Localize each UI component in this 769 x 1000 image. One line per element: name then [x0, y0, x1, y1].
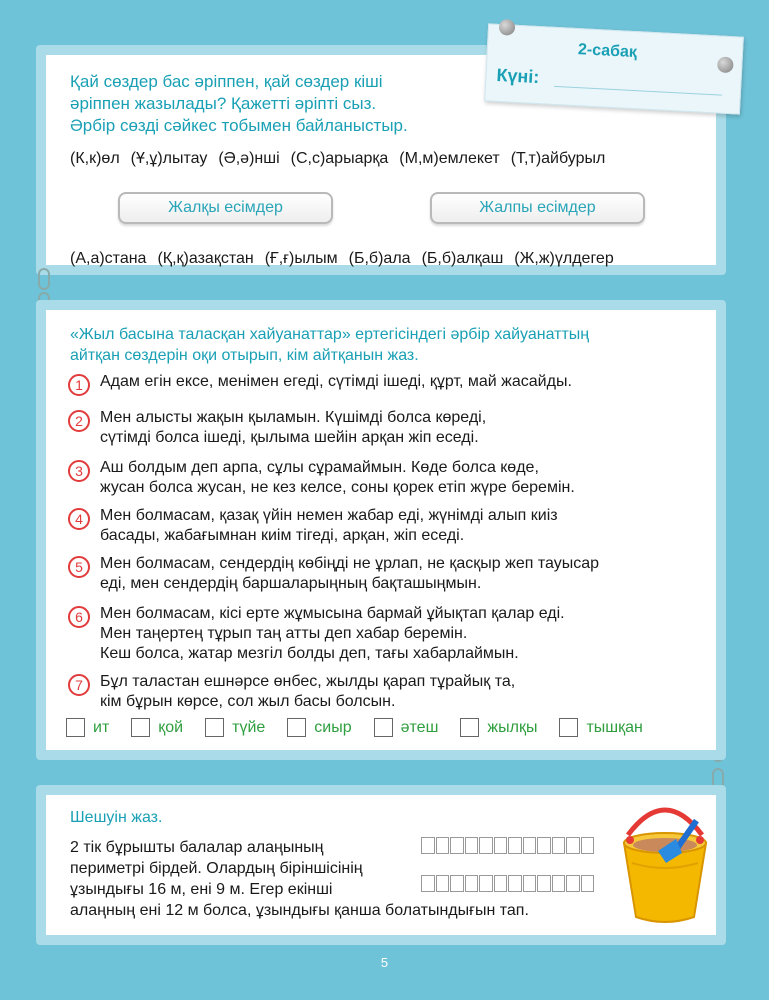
quote-line: Мен алысты жақын қыламын. Күшімді болса көреді,: [100, 409, 487, 426]
word-item[interactable]: (Қ,қ)азақстан: [157, 250, 254, 267]
word-item[interactable]: (К,к)өл: [70, 150, 120, 167]
answer-checkbox[interactable]: [374, 718, 393, 737]
answer-checkbox[interactable]: [287, 718, 306, 737]
animal-option[interactable]: [131, 718, 183, 737]
task3-instruction: Шешуін жаз.: [70, 809, 163, 826]
quote-line: сүтімді болса ішеді, қылыма шейін арқан жіп еседі.: [100, 429, 479, 446]
paperclip-icon: [38, 268, 50, 290]
word-item[interactable]: (А,а)стана: [70, 250, 147, 267]
animal-label: сиыр: [314, 718, 352, 736]
quote-line: Мен таңертең тұрып таң атты деп хабар беремін.: [100, 625, 468, 642]
quote-line: Бұл таластан ешнәрсе өнбес, жылды қарап тұрайық та,: [100, 673, 516, 690]
pushpin-icon: [499, 19, 516, 36]
answer-checkbox[interactable]: [460, 718, 479, 737]
pushpin-icon: [717, 56, 734, 73]
animal-option[interactable]: [559, 718, 642, 737]
answer-grid[interactable]: [421, 837, 595, 854]
word-row-top: [70, 150, 616, 168]
task2-instruction: [70, 324, 710, 366]
page-number: 5: [380, 955, 389, 970]
quote-item: [68, 458, 700, 498]
answer-checkbox[interactable]: [205, 718, 224, 737]
quote-line: Кеш болса, жатар мезгіл болды деп, тағы хабарлаймын.: [100, 645, 519, 662]
quote-line: Аш болдым деп арпа, сұлы сұрамаймын. Көде болса көде,: [100, 459, 539, 476]
answer-checkbox[interactable]: [131, 718, 150, 737]
problem-line: 2 тік бұрышты балалар алаңының: [70, 839, 324, 856]
word-item[interactable]: (Т,т)айбурыл: [510, 150, 606, 167]
date-label: Күні:: [496, 64, 540, 88]
answer-grid[interactable]: [421, 875, 595, 892]
quote-item: [68, 554, 700, 594]
problem-line: периметрі бірдей. Олардың біріншісінің: [70, 860, 363, 877]
lesson-title: 2-сабақ: [577, 41, 638, 62]
animal-option[interactable]: [460, 718, 537, 737]
item-number: 5: [68, 556, 90, 578]
animal-label: түйе: [232, 718, 266, 736]
quote-line: Мен болмасам, сендердің көбіңді не ұрлап, не қасқыр жеп тауысар: [100, 555, 599, 572]
animal-option[interactable]: [374, 718, 439, 737]
task2-instruction-line: «Жыл басына таласқан хайуанаттар» ертегісіндегі әрбір хайуанаттың: [70, 326, 590, 343]
animal-option[interactable]: [205, 718, 265, 737]
quote-item: [68, 506, 700, 546]
word-row-bottom: [70, 250, 625, 268]
task1-instruction-line: Қай сөздер бас әріппен, қай сөздер кіші: [70, 72, 383, 91]
quote-item: [68, 604, 700, 664]
word-item[interactable]: (С,с)арыарқа: [290, 150, 389, 167]
word-item[interactable]: (М,м)емлекет: [399, 150, 500, 167]
quote-line: басады, жабағымнан киім тігеді, арқан, жіп еседі.: [100, 527, 465, 544]
word-item[interactable]: (Ж,ж)үлдегер: [514, 250, 614, 267]
answer-checkbox[interactable]: [66, 718, 85, 737]
word-item[interactable]: (Б,б)алқаш: [421, 250, 504, 267]
animal-label: тышқан: [586, 718, 643, 736]
animal-label: ит: [93, 718, 110, 736]
quote-line: жусан болса жусан, не кез келсе, соны қорек етіп жүре беремін.: [100, 479, 575, 496]
quote-line: Мен болмасам, қазақ үйін немен жабар еді, жүнімді алып киіз: [100, 507, 558, 524]
item-number: 3: [68, 460, 90, 482]
quote-item: [68, 408, 700, 448]
common-nouns-group[interactable]: Жалпы есімдер: [430, 192, 645, 224]
word-item[interactable]: (Ә,ә)нші: [218, 150, 280, 167]
quote-line: кім бұрын көрсе, сол жыл басы болсын.: [100, 693, 396, 710]
animal-label: жылқы: [487, 718, 538, 736]
proper-nouns-group[interactable]: Жалқы есімдер: [118, 192, 333, 224]
animal-label: әтеш: [400, 718, 439, 736]
item-number: 6: [68, 606, 90, 628]
task1-instruction: [70, 71, 490, 137]
quote-line: еді, мен сендердің баршаларыңның бақташыңмын.: [100, 575, 482, 592]
item-number: 1: [68, 374, 90, 396]
quote-line: Адам егін ексе, менімен егеді, сүтімді ішеді, құрт, май жасайды.: [100, 373, 572, 390]
word-item[interactable]: (Б,б)ала: [348, 250, 411, 267]
task1-instruction-line: әріппен жазылады? Қажетті әріпті сыз.: [70, 94, 377, 113]
problem-line: алаңның ені 12 м болса, ұзындығы қанша болатындығын тап.: [70, 902, 529, 919]
task1-instruction-line: Әрбір сөзді сәйкес тобымен байланыстыр.: [70, 116, 408, 135]
answer-checkbox[interactable]: [559, 718, 578, 737]
task2-instruction-line: айтқан сөздерін оқи отырып, кім айтқанын жаз.: [70, 347, 419, 364]
quote-item: [68, 372, 700, 396]
word-item[interactable]: (Ғ,ғ)ылым: [264, 250, 338, 267]
animal-options: [66, 718, 643, 737]
animal-option[interactable]: [287, 718, 351, 737]
sand-bucket-icon: [610, 795, 720, 925]
animal-option[interactable]: [66, 718, 109, 737]
item-number: 4: [68, 508, 90, 530]
animal-label: қой: [158, 718, 184, 736]
lesson-note: [484, 23, 744, 114]
item-number: 2: [68, 410, 90, 432]
quote-item: [68, 672, 700, 712]
word-item[interactable]: (Ұ,ұ)лытау: [130, 150, 208, 167]
task2-card: [36, 300, 726, 760]
quote-line: Мен болмасам, кісі ерте жұмысына бармай ұйықтап қалар еді.: [100, 605, 565, 622]
date-input-line[interactable]: [554, 86, 722, 96]
item-number: 7: [68, 674, 90, 696]
problem-line: ұзындығы 16 м, ені 9 м. Егер екінші: [70, 881, 333, 898]
